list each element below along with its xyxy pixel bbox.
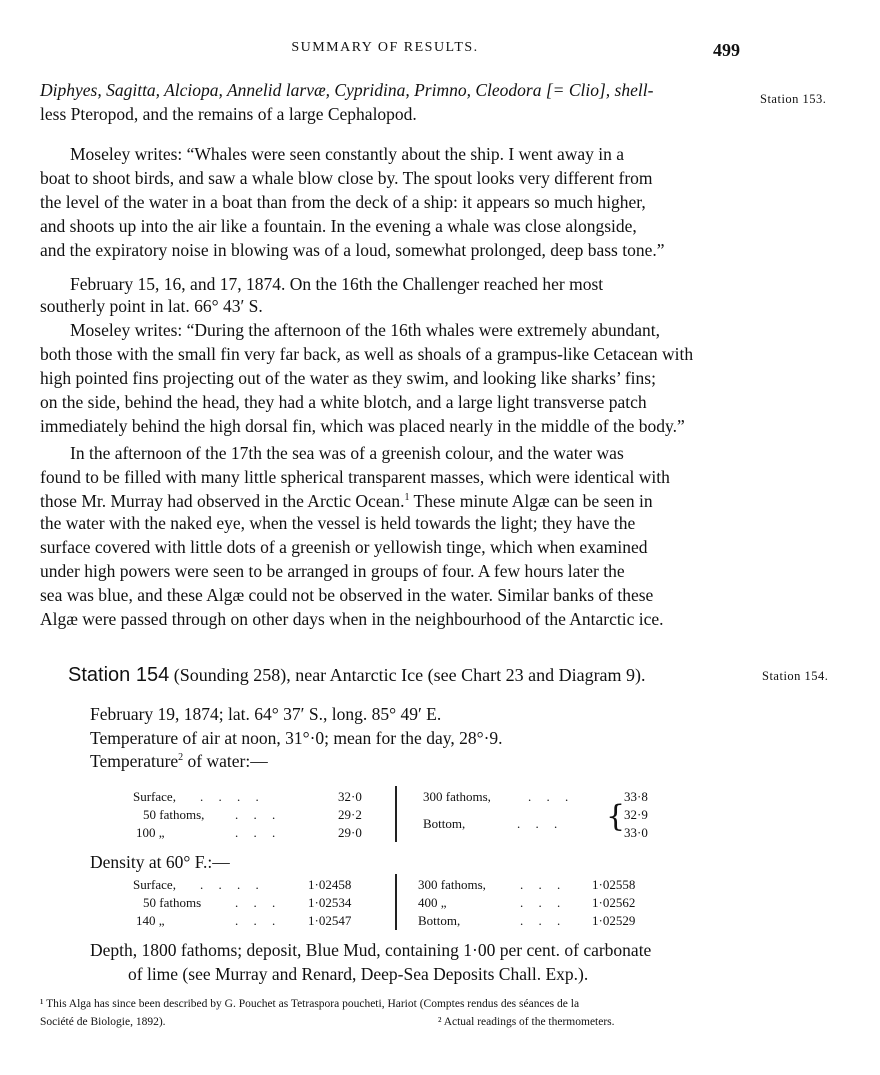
page-number: 499 [713,40,740,60]
temp-left-depth: Surface, [133,789,176,804]
para5-line8: Algæ were passed through on other days when in the neighbourhood of the Antarctic ice. [40,609,664,629]
depth-line-2: of lime (see Murray and Renard, Deep-Sea Deposits Chall. Exp.). [128,964,589,984]
para5-line3: those Mr. Murray had observed in the Arctic Ocean.$^1$ These minute Algæ can be seen in [40,491,653,511]
footnote-1-line-1: ¹ This Alga has since been described by G. Pouchet as Tetraspora poucheti, Hariot (Comptes rendus des séances de la [40,998,580,1010]
para5-line2: found to be filled with many little spherical transparent masses, which were identical with [40,467,670,487]
temp-right-value: 32·9 [624,807,648,822]
density-right-depth: 400 „ [418,895,447,910]
para5-line6: under high powers were seen to be arranged in groups of four. A few hours later the [40,561,625,581]
leader-dots: . . . [520,913,567,928]
density-left-depth: 50 fathoms [143,895,202,910]
density-left-value: 1·02534 [308,895,352,910]
margin-note-station-153: Station 153. [760,92,827,106]
para4-line2: both those with the small fin very far back, as well as shoals of a grampus-like Cetacean with [40,344,694,364]
leader-dots: . . . [235,913,282,928]
footnote-2: ² Actual readings of the thermometers. [438,1016,615,1028]
density-left-value: 1·02547 [308,913,352,928]
para5-line7: sea was blue, and these Algæ could not be observed in the water. Similar banks of these [40,585,654,605]
para2-line1: Moseley writes: “Whales were seen constantly about the ship. I went away in a [70,144,624,164]
margin-note-station-154: Station 154. [762,669,829,683]
density-left-value: 1·02458 [308,877,352,892]
temp-left-value: 32·0 [338,789,362,804]
column-divider [395,786,397,842]
para1-line2: less Pteropod, and the remains of a large Cephalopod. [40,104,417,124]
leader-dots: . . . [520,877,567,892]
footnote-ref-1: 1 [404,492,410,503]
temp-left-value: 29·0 [338,825,362,840]
density-right-depth: Bottom, [418,913,461,928]
depth-line-1: Depth, 1800 fathoms; deposit, Blue Mud, containing 1·00 per cent. of carbonate [90,940,652,960]
leader-dots: . . . [235,825,282,840]
leader-dots: . . . [520,895,567,910]
temp-right-depth: 300 fathoms, [423,789,491,804]
leader-dots: . . . . [200,877,265,892]
temp-right-value: 33·8 [624,789,648,804]
para5-line1: In the afternoon of the 17th the sea was of a greenish colour, and the water was [70,443,624,463]
temp-right-depth: Bottom, [423,816,466,831]
leader-dots: . . . [528,789,575,804]
density-left-depth: 140 „ [136,913,165,928]
air-temperature-line: Temperature of air at noon, 31°·0; mean for the day, 28°·9. [90,728,503,748]
brace-icon: { [606,799,626,834]
temp-left-depth: 50 fathoms, [143,807,205,822]
para3-line1: February 15, 16, and 17, 1874. On the 16th the Challenger reached her most [70,274,604,294]
footnote-ref-2: 2 [178,752,184,763]
water-temperature-label: Temperature$^2$ of water:— [90,751,268,771]
para3-line2: southerly point in lat. 66° 43′ S. [40,296,263,316]
station-heading: Station 154 (Sounding 258), near Antarctic Ice (see Chart 23 and Diagram 9). [68,664,646,686]
para2-line5: and the expiratory noise in blowing was of a loud, somewhat prolonged, deep bass tone.” [40,240,665,260]
para5-line5: surface covered with little dots of a greenish or yellowish tinge, which when examined [40,537,648,557]
para4-line4: on the side, behind the head, they had a white blotch, and a large light transverse patch [40,392,647,412]
density-right-value: 1·02558 [592,877,636,892]
leader-dots: . . . . [200,789,265,804]
para2-line2: boat to shoot birds, and saw a whale blow close by. The spout looks very different from [40,168,653,188]
density-right-depth: 300 fathoms, [418,877,486,892]
leader-dots: . . . [235,895,282,910]
temp-left-depth: 100 „ [136,825,165,840]
para4-line3: high pointed fins projecting out of the water as they swim, and looking like sharks’ fins; [40,368,656,388]
para5-line4: the water with the naked eye, when the vessel is held towards the light; they have the [40,513,636,533]
para2-line4: and shoots up into the air like a fountain. In the evening a whale was close alongside, [40,216,637,236]
station-date-line: February 19, 1874; lat. 64° 37′ S., long. 85° 49′ E. [90,704,442,724]
density-right-value: 1·02562 [592,895,636,910]
footnote-1-line-2: Société de Biologie, 1892). [40,1016,166,1028]
leader-dots: . . . [235,807,282,822]
para2-line3: the level of the water in a boat than from the deck of a ship: it appears so much higher, [40,192,646,212]
para1-line1: Diphyes, Sagitta, Alciopa, Annelid larvæ, Cypridina, Primno, Cleodora [= Clio], shell- [40,80,654,100]
para4-line5: immediately behind the high dorsal fin, which was placed nearly in the middle of the body.” [40,416,685,436]
running-header: SUMMARY OF RESULTS. [291,40,479,55]
temp-right-value: 33·0 [624,825,648,840]
density-right-value: 1·02529 [592,913,636,928]
density-label: Density at 60° F.:— [90,852,230,872]
column-divider [395,874,397,930]
leader-dots: . . . [517,816,564,831]
density-left-depth: Surface, [133,877,176,892]
temp-left-value: 29·2 [338,807,362,822]
para4-line1: Moseley writes: “During the afternoon of the 16th whales were extremely abundant, [70,320,660,340]
